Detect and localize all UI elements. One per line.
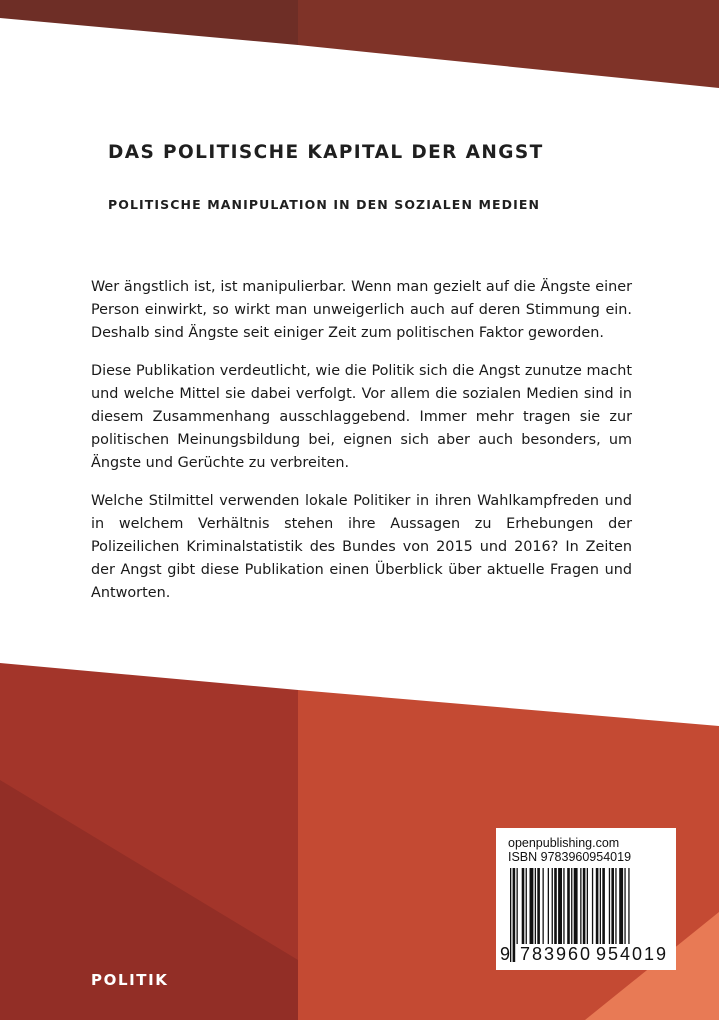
barcode-bar [624, 868, 625, 944]
blurb-paragraph-2: Diese Publikation verdeutlicht, wie die Politik sich die Angst zunutze macht und welche Mittel sie dabei verfolgt. Vor allem die sozialen Medien sind in diesem Zusammenhang ausschlaggebend. Immer mehr tragen sie zur politischen Meinungsbildung bei, eignen sich aber auch besonders, um Ängste und Gerüchte zu verbreiten. [91, 362, 632, 472]
category-label: POLITIK [91, 971, 169, 989]
barcode-bar [535, 868, 536, 944]
book-title: DAS POLITISCHE KAPITAL DER ANGST [108, 142, 544, 163]
top-band-main [298, 0, 719, 88]
barcode-digit-first: 9 [500, 944, 511, 964]
barcode-bar [510, 868, 511, 962]
barcode-bar [600, 868, 601, 944]
barcode-bar [615, 868, 616, 944]
blurb-paragraph-3: Welche Stilmittel verwenden lokale Politiker in ihren Wahlkampfreden und in welchem Verhältnis stehen ihre Aussagen zu Erhebungen der Polizeilichen Kriminalstatistik des Bundes von 2015 und 2016? In Zeiten der Angst gibt diese Publikation einen Überblick über aktuelle Fragen und Antworten. [91, 492, 632, 602]
barcode-bar [543, 868, 544, 944]
blurb-paragraph-1: Wer ängstlich ist, ist manipulierbar. Wenn man gezielt auf die Ängste einer Person einwirkt, so wirkt man unweigerlich auch auf deren Stimmung ein. Deshalb sind Ängste seit einiger Zeit zum politischen Faktor geworden. [91, 279, 632, 342]
barcode-bar [548, 868, 549, 944]
barcode-bar [619, 868, 623, 944]
barcode-bar [602, 868, 605, 944]
barcode-bar [580, 868, 581, 944]
barcode-bar [522, 868, 525, 944]
isbn-number: ISBN 9783960954019 [508, 850, 632, 864]
barcode-bar [587, 868, 588, 944]
barcode-bar [611, 868, 614, 944]
barcode-bar [513, 868, 516, 962]
barcode-bar [537, 868, 540, 944]
barcode-bar [554, 868, 557, 944]
barcode-bar [526, 868, 527, 944]
barcode-bar [552, 868, 553, 944]
barcode-bar [596, 868, 599, 944]
barcode-bar [574, 868, 578, 944]
publisher-url: openpublishing.com [508, 836, 620, 850]
barcode-digit-group-2: 954019 [596, 944, 669, 964]
blurb [91, 276, 632, 620]
barcode-bar [558, 868, 562, 944]
barcode-bar [583, 868, 586, 944]
barcode-bar [563, 868, 564, 944]
barcode-bar [609, 868, 610, 944]
barcode-bar [530, 868, 534, 944]
barcode-bar [517, 868, 518, 944]
top-band-dark [0, 0, 298, 45]
barcode-bar [592, 868, 593, 944]
barcode-digit-group-1: 783960 [520, 944, 593, 964]
book-subtitle: POLITISCHE MANIPULATION IN DEN SOZIALEN MEDIEN [108, 197, 541, 212]
